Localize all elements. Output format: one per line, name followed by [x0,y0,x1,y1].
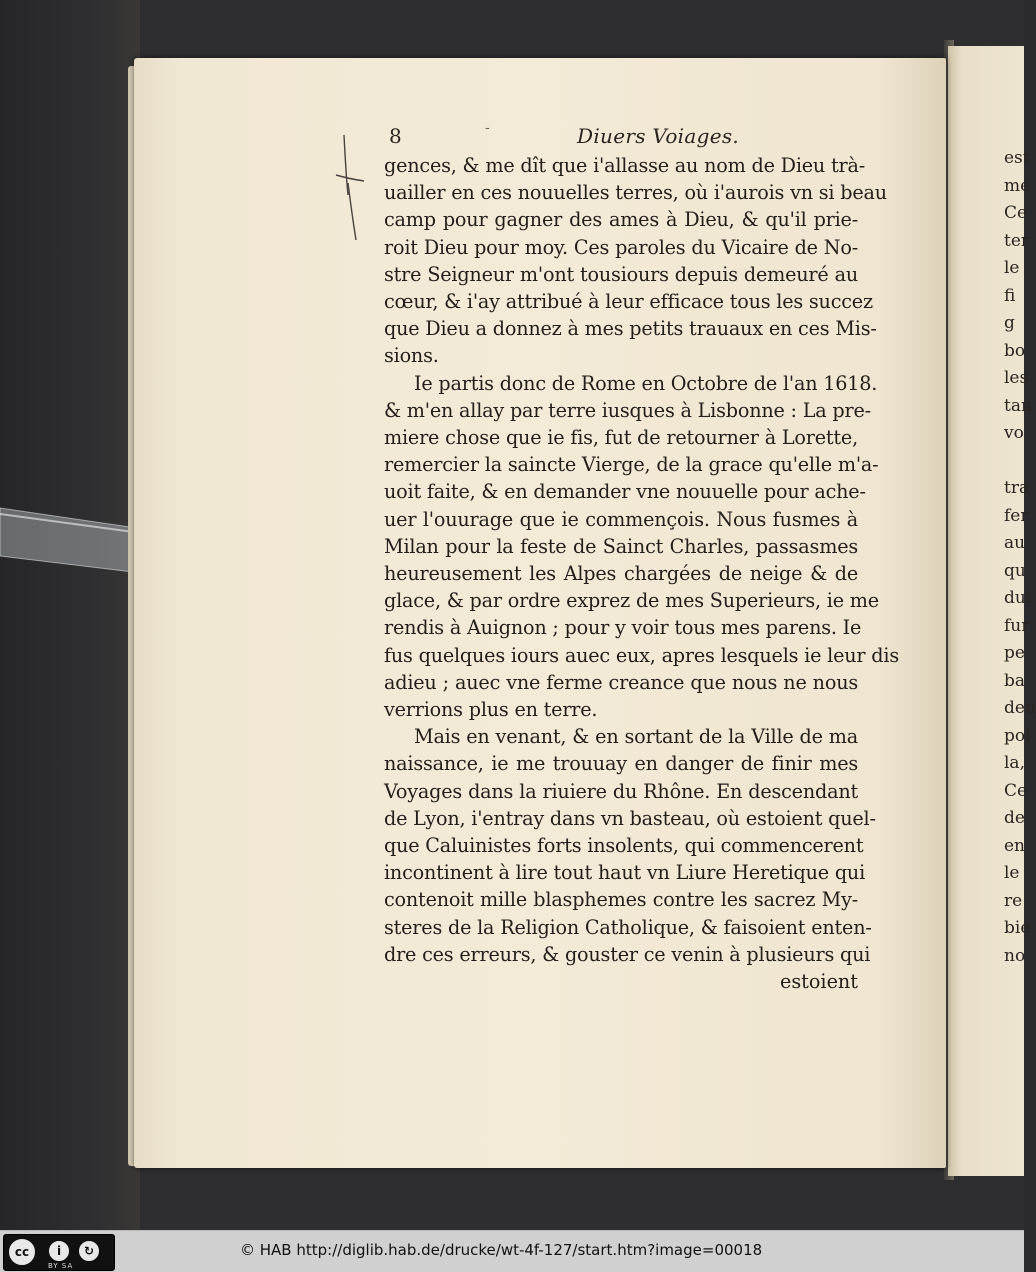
facing-text-fragment: deu [1004,698,1036,718]
text-line: stre Seigneur m'ont tousiours depuis demeuré au [384,262,858,286]
text-line: & m'en allay par terre iusques à Lisbonne : La pre- [384,398,871,422]
facing-text-fragment: pe [1004,643,1025,663]
facing-text-fragment: le [1004,258,1020,278]
facing-text-fragment: la, [1004,753,1025,773]
facing-text-fragment: de [1004,808,1025,828]
text-line: uer l'ouurage que ie commençois. Nous fusmes à [384,507,858,531]
text-line: fus quelques iours auec eux, apres lesquels ie leur dis [384,643,899,667]
text-line: Voyages dans la riuiere du Rhône. En descendant [384,779,858,803]
facing-text-fragment: bie [1004,918,1031,938]
cc-icon: cc [7,1237,37,1267]
facing-text-fragment: me [1004,175,1031,196]
facing-text-fragment: poi [1004,725,1031,746]
share-alike-icon: ↻ [77,1239,101,1263]
cc-license-badge[interactable] [3,1234,115,1271]
facing-text-fragment: fer [1004,505,1029,526]
facing-text-fragment: au [1004,533,1026,553]
facing-text-fragment: dui [1004,588,1032,608]
page-body-text [384,152,899,995]
text-line: que Dieu a donnez à mes petits trauaux en ces Mis- [384,317,877,341]
facing-text-fragment: ter [1004,230,1030,251]
text-line: remercier la saincte Vierge, de la grace qu'elle m'a- [384,453,879,477]
text-line: sions. [384,344,439,368]
text-line: naissance, ie me trouuay en danger de finir mes [384,752,858,776]
text-line: miere chose que ie fis, fut de retourner à Lorette, [384,426,858,450]
facing-text-fragment: en [1004,835,1026,856]
credit-link[interactable]: © HAB http://diglib.hab.de/drucke/wt-4f-127/start.htm?image=00018 [240,1241,763,1259]
text-line: contenoit mille blasphemes contre les sacrez My- [384,888,858,912]
facing-text-fragment: g [1004,313,1015,333]
catchword: estoient [779,970,858,994]
facing-text-fragment: vo [1004,423,1024,443]
facing-text-fragment: bo [1004,340,1026,361]
facing-text-fragment: fur [1004,615,1030,636]
text-line: de Lyon, i'entray dans vn basteau, où estoient quel- [384,806,876,830]
text-line: roit Dieu pour moy. Ces paroles du Vicaire de No- [384,235,858,259]
facing-text-fragment [1004,448,1024,476]
text-line: Milan pour la feste de Sainct Charles, passasmes [384,534,858,558]
facing-text-fragment: re [1004,890,1023,911]
facing-text-fragment: fi [1004,285,1016,306]
facing-page-text [1004,145,1036,970]
text-line: verrions plus en terre. [384,698,598,722]
page-number: 8 [389,124,402,148]
attribution-icon: i [47,1239,71,1263]
text-line: uailler en ces nouuelles terres, où i'aurois vn si beau [384,181,887,205]
text-line: adieu ; auec vne ferme creance que nous ne nous [384,670,858,694]
facing-text-fragment: no [1004,945,1026,966]
facing-text-fragment: Ce [1004,780,1028,801]
facing-text-fragment: qu [1004,560,1026,581]
facing-text-fragment: tra [1004,478,1030,498]
facing-text-fragment: tan [1004,395,1032,416]
facing-text-fragment: ba [1004,670,1026,691]
text-line: camp pour gagner des ames à Dieu, & qu'il prie- [384,208,858,232]
footer-bar [0,1230,1024,1272]
pencil-cross-mark [336,135,376,245]
text-line: heureusement les Alpes chargées de neige & de [384,562,858,586]
text-line: Ie partis donc de Rome en Octobre de l'an 1618. [414,371,878,395]
running-title: Diuers Voiages. [577,124,740,148]
facing-text-fragment: les [1004,368,1029,388]
facing-text-fragment: le [1004,863,1020,883]
text-line: cœur, & i'ay attribué à leur efficace tous les succez [384,290,873,314]
facing-text-fragment: est [1004,148,1030,168]
text-line: glace, & par ordre exprez de mes Superieurs, ie me [384,589,879,613]
header-ornament: - [485,120,490,136]
text-line: que Caluinistes forts insolents, qui commencerent [384,834,864,858]
text-line: rendis à Auignon ; pour y voir tous mes parens. Ie [384,616,862,640]
text-line: gences, & me dît que i'allasse au nom de Dieu trà- [384,154,865,177]
text-line: steres de la Religion Catholique, & faisoient enten- [384,915,872,939]
book-shadow [0,0,140,1230]
facing-text-fragment: Ce [1004,203,1028,223]
text-line: uoit faite, & en demander vne nouuelle pour ache- [384,480,866,504]
cc-badge-labels: BY SA [48,1262,74,1270]
text-line: dre ces erreurs, & gouster ce venin à plusieurs qui [384,942,871,966]
text-line: incontinent à lire tout haut vn Liure Heretique qui [384,861,866,885]
text-line: Mais en venant, & en sortant de la Ville de ma [414,725,858,749]
